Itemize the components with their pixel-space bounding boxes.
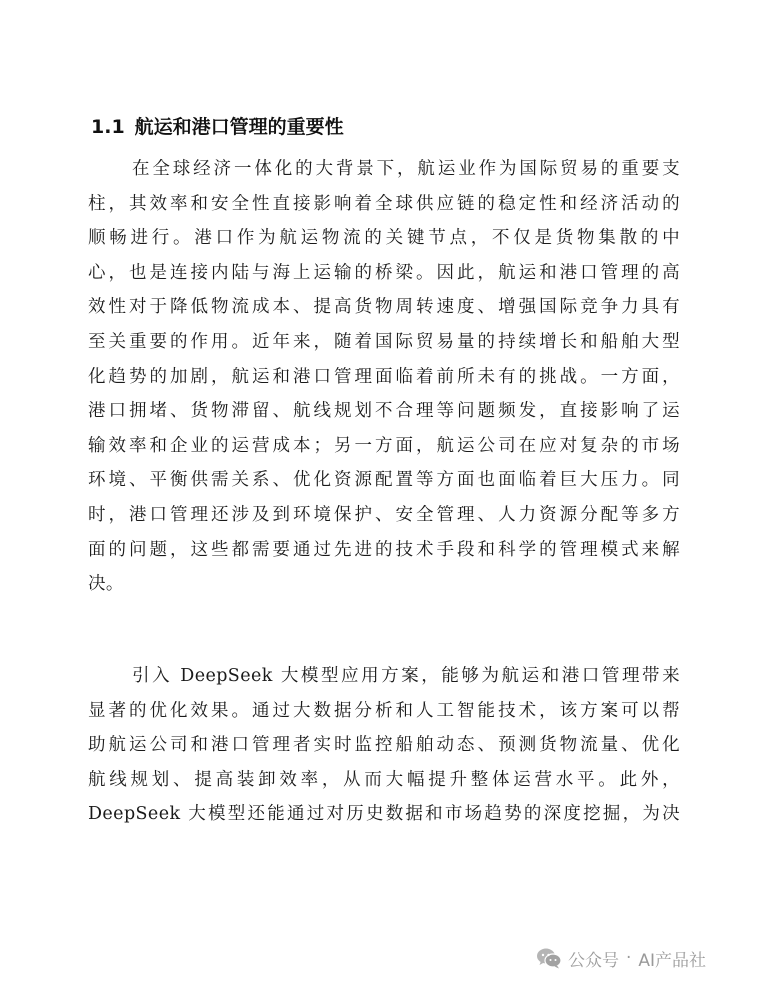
wechat-icon bbox=[536, 947, 562, 969]
paragraph-line: 心，也是连接内陆与海上运输的桥梁。因此，航运和港口管理的高 bbox=[88, 262, 680, 283]
paragraph-line: 在全球经济一体化的大背景下，航运业作为国际贸易的重要支 bbox=[132, 159, 680, 179]
paragraph-line: 面的问题，这些都需要通过先进的技术手段和科学的管理模式来解 bbox=[88, 539, 680, 560]
body-paragraph bbox=[88, 152, 680, 602]
paragraph-line: 显著的优化效果。通过大数据分析和人工智能技术，该方案可以帮 bbox=[88, 700, 680, 721]
paragraph-line: 顺畅进行。港口作为航运物流的关键节点，不仅是货物集散的中 bbox=[88, 228, 680, 249]
paragraph-line: 航线规划、提高装卸效率，从而大幅提升整体运营水平。此外， bbox=[88, 769, 680, 790]
section-number: 1.1 bbox=[91, 116, 125, 138]
paragraph-line: 引入 DeepSeek 大模型应用方案，能够为航运和港口管理带来 bbox=[132, 666, 680, 686]
paragraph-line: 港口拥堵、货物滞留、航线规划不合理等问题频发，直接影响了运 bbox=[88, 401, 680, 422]
paragraph-line: 效性对于降低物流成本、提高货物周转速度、增强国际竞争力具有 bbox=[88, 297, 680, 318]
watermark-label: 公众号 bbox=[568, 950, 619, 971]
paragraph-line: 决。 bbox=[88, 574, 124, 595]
paragraph-line: 时，港口管理还涉及到环境保护、安全管理、人力资源分配等多方 bbox=[88, 504, 680, 525]
watermark-separator: · bbox=[626, 948, 632, 968]
paragraph-line: 柱，其效率和安全性直接影响着全球供应链的稳定性和经济活动的 bbox=[88, 193, 680, 214]
watermark-account: AI产品社 bbox=[638, 950, 707, 971]
paragraph-line: 助航运公司和港口管理者实时监控船舶动态、预测货物流量、优化 bbox=[88, 735, 680, 756]
paragraph-line: 化趋势的加剧，航运和港口管理面临着前所未有的挑战。一方面， bbox=[88, 366, 680, 387]
body-paragraph bbox=[88, 659, 680, 832]
paragraph-line: 输效率和企业的运营成本；另一方面，航运公司在应对复杂的市场 bbox=[88, 435, 680, 456]
paragraph-line: DeepSeek 大模型还能通过对历史数据和市场趋势的深度挖掘，为决 bbox=[88, 804, 680, 825]
section-heading bbox=[91, 112, 344, 142]
paragraph-line: 环境、平衡供需关系、优化资源配置等方面也面临着巨大压力。同 bbox=[88, 470, 680, 491]
paragraph-line: 至关重要的作用。近年来，随着国际贸易量的持续增长和船舶大型 bbox=[88, 331, 680, 352]
section-title: 航运和港口管理的重要性 bbox=[134, 116, 344, 138]
wechat-watermark bbox=[536, 943, 706, 973]
